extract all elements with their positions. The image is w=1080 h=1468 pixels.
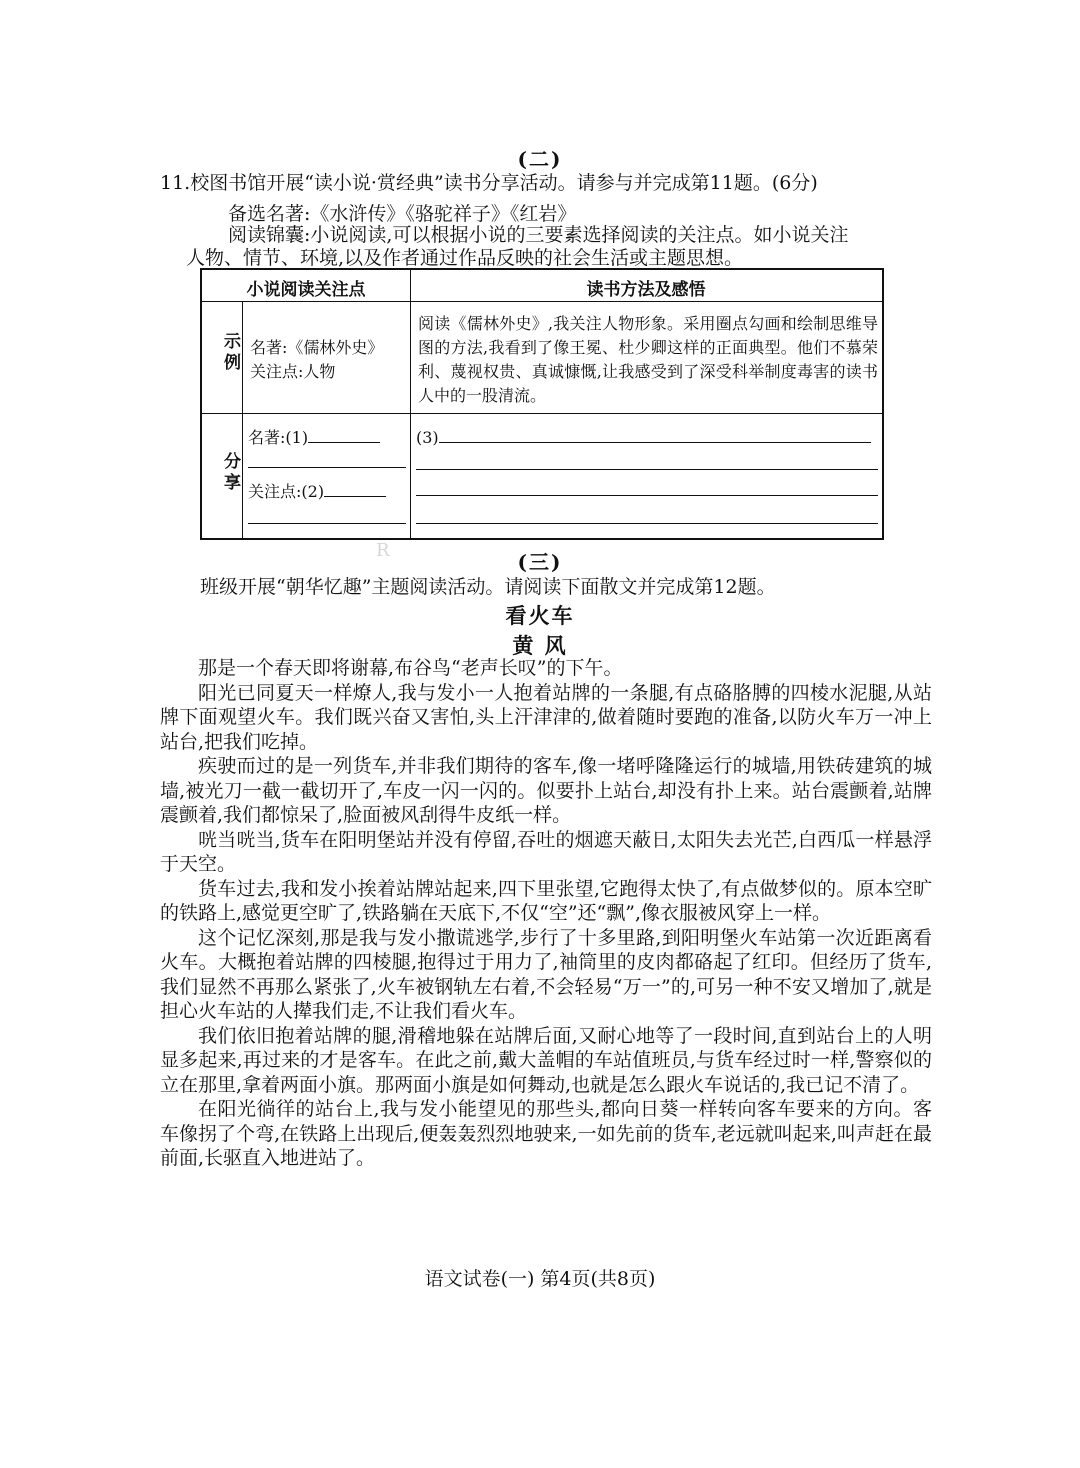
article-title: 看火车 bbox=[505, 603, 575, 628]
share-focus-label: 关注点:(2) bbox=[248, 482, 325, 501]
section-heading-3: (三) bbox=[517, 550, 563, 574]
article-paragraph: 我们依旧抱着站牌的腿,滑稽地躲在站牌后面,又耐心地等了一段时间,直到站台上的人明显多起来,再过来的才是客车。在此之前,戴大盖帽的车站值班员,与货车经过时一样,警察似的立在那里,拿着两面小旗。那两面小旗是如何舞动,也就是怎么跟火车说话的,我已记不清了。 bbox=[160, 1024, 932, 1096]
article-body bbox=[160, 656, 932, 1171]
share-book-label: 名著:(1) bbox=[248, 428, 309, 447]
article-paragraph: 咣当咣当,货车在阳明堡站并没有停留,吞吐的烟遮天蔽日,太阳失去光芒,白西瓜一样悬浮于天空。 bbox=[160, 828, 932, 875]
table-header-method: 读书方法及感悟 bbox=[586, 280, 706, 300]
article-paragraph: 那是一个春天即将谢幕,布谷鸟“老声长叹”的下午。 bbox=[198, 657, 623, 679]
question-11-prompt: 11.校图书馆开展“读小说·赏经典”读书分享活动。请参与并完成第11题。(6分) bbox=[160, 172, 818, 194]
example-method-text: 阅读《儒林外史》,我关注人物形象。采用圈点勾画和绘制思维导图的方法,我看到了像王冕、杜少卿这样的正面典型。他们不慕荣利、蔑视权贵、真诚慷慨,让我感受到了深受科举制度毒害的读书人中的一股清流。 bbox=[418, 314, 878, 405]
article-paragraph: 这个记忆深刻,那是我与发小撒谎逃学,步行了十多里路,到阳明堡火车站第一次近距离看火车。大概抱着站牌的四棱腿,抱得过于用力了,袖筒里的皮肉都硌起了红印。但经历了货车,我们显然不再那么紧张了,火车被钢轨左右着,不会轻易“万一”的,可另一种不安又增加了,就是担心火车站的人撵我们走,不让我们看火车。 bbox=[160, 926, 932, 1022]
example-row-label: 示例 bbox=[220, 332, 240, 374]
activity-intro: 班级开展“朝华忆趣”主题阅读活动。请阅读下面散文并完成第12题。 bbox=[200, 576, 776, 598]
article-paragraph: 阳光已同夏天一样燎人,我与发小一人抱着站牌的一条腿,有点硌胳膊的四棱水泥腿,从站牌下面观望火车。我们既兴奋又害怕,头上汗津津的,做着随时要跑的准备,以防火车万一冲上站台,把我们吃掉。 bbox=[160, 681, 932, 753]
share-row-label: 分享 bbox=[220, 452, 240, 494]
reading-tips-line2: 人物、情节、环境,以及作者通过作品反映的社会生活或主题思想。 bbox=[186, 247, 744, 269]
example-focus: 关注点:人物 bbox=[250, 362, 336, 381]
article-author: 黄 风 bbox=[512, 633, 568, 658]
book-options: 备选名著:《水浒传》《骆驼祥子》《红岩》 bbox=[228, 203, 577, 225]
article-paragraph: 在阳光徜徉的站台上,我与发小能望见的那些头,都向日葵一样转向客车要来的方向。客车像拐了个弯,在铁路上出现后,便轰轰烈烈地驶来,一如先前的货车,老远就叫起来,叫声赶在最前面,长驱直入地进站了。 bbox=[160, 1098, 932, 1169]
example-book: 名著:《儒林外史》 bbox=[250, 338, 384, 357]
reading-tips-line1: 阅读锦囊:小说阅读,可以根据小说的三要素选择阅读的关注点。如小说关注 bbox=[228, 224, 849, 246]
reading-share-table bbox=[200, 268, 884, 540]
share-focus-field[interactable] bbox=[248, 480, 386, 504]
watermark-mark: R bbox=[376, 540, 390, 561]
article-paragraph: 疾驶而过的是一列货车,并非我们期待的客车,像一堵呼隆隆运行的城墙,用铁砖建筑的城墙,被光刀一截一截切开了,车皮一闪一闪的。似要扑上站台,却没有扑上来。站台震颤着,站牌震颤着,我们都惊呆了,脸面被风刮得牛皮纸一样。 bbox=[160, 755, 932, 826]
table-header-focus: 小说阅读关注点 bbox=[246, 280, 366, 300]
share-answer-label: (3) bbox=[416, 428, 439, 447]
section-heading-2: (二) bbox=[517, 147, 563, 171]
share-answer-field[interactable] bbox=[416, 426, 871, 450]
share-book-field[interactable] bbox=[248, 426, 380, 450]
page-footer: 语文试卷(一) 第4页(共8页) bbox=[424, 1268, 656, 1290]
article-paragraph: 货车过去,我和发小挨着站牌站起来,四下里张望,它跑得太快了,有点做梦似的。原本空旷的铁路上,感觉更空旷了,铁路躺在天底下,不仅“空”还“飘”,像衣服被风穿上一样。 bbox=[160, 877, 932, 924]
